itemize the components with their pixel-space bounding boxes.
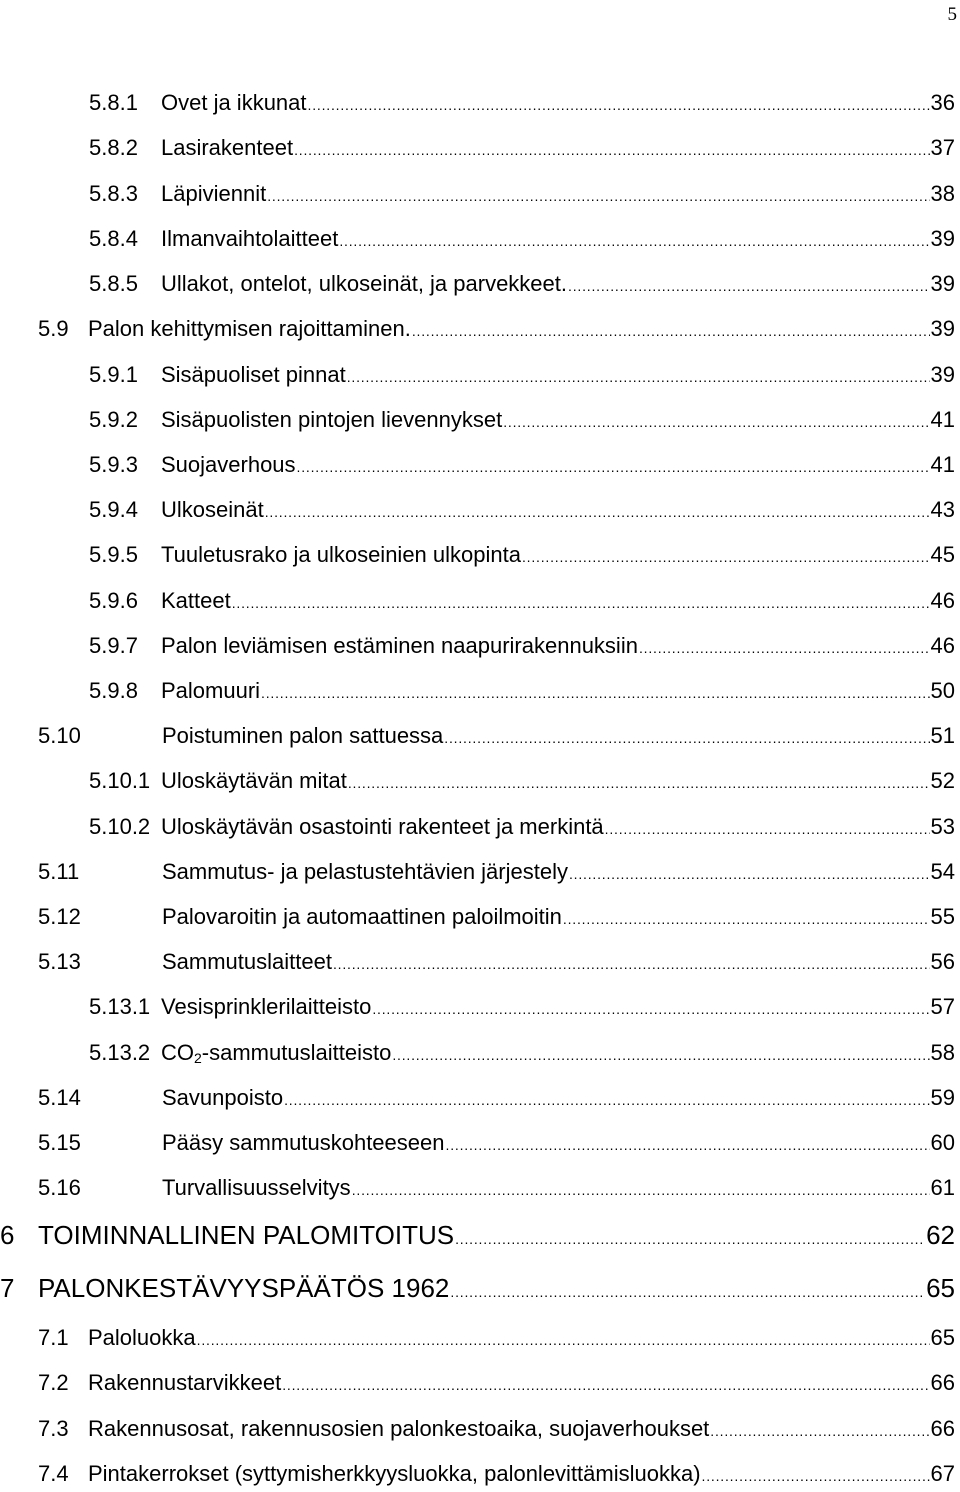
dot-leader	[339, 226, 929, 256]
toc-entry[interactable]	[89, 179, 955, 209]
toc-entry-page: 58	[930, 1040, 955, 1065]
dot-leader	[639, 633, 930, 663]
page-number: 5	[947, 4, 957, 25]
toc-entry-page: 57	[930, 994, 955, 1019]
toc-entry-title: Poistuminen palon sattuessa	[162, 723, 444, 748]
title-suffix: -sammutuslaitteisto	[201, 1040, 392, 1065]
toc-entry-number: 5.16	[38, 1175, 81, 1200]
toc-entry-page: 39	[930, 226, 955, 251]
toc-entry-number: 5.13.2	[89, 1040, 151, 1065]
toc-entry-title: Ulkoseinät	[161, 497, 264, 522]
toc-entry-title: Uloskäytävän osastointi rakenteet ja merkintä	[161, 814, 604, 839]
toc-chapter[interactable]	[0, 1220, 955, 1250]
toc-entry[interactable]	[89, 405, 955, 435]
toc-entry-number: 5.8.4	[89, 226, 138, 251]
toc-entry-title: Tuuletusrako ja ulkoseinien ulkopinta	[161, 542, 521, 567]
toc-entry[interactable]	[89, 992, 955, 1022]
toc-entry-title: Palomuuri	[161, 678, 261, 703]
toc-entry-page: 45	[930, 542, 955, 567]
toc-entry-number: 5.10.2	[89, 814, 151, 839]
toc-entry-number: 5.8.5	[89, 271, 138, 296]
toc-entry-page: 41	[930, 452, 955, 477]
toc-entry[interactable]	[38, 857, 955, 887]
toc-entry[interactable]	[89, 495, 955, 525]
toc-entry-title: Palon leviämisen estäminen naapurirakennuksiin	[161, 633, 638, 658]
toc-entry-page: 62	[926, 1220, 955, 1250]
toc-entry-title: Sammutus- ja pelastustehtävien järjestely	[162, 859, 568, 884]
toc-entry-number: 5.8.1	[89, 90, 138, 115]
toc-entry-number: 5.10.1	[89, 768, 151, 793]
dot-leader	[267, 181, 929, 211]
toc-entry-title: Vesisprinklerilaitteisto	[161, 994, 372, 1019]
toc-entry-number: 5.9.3	[89, 452, 138, 477]
toc-entry-page: 56	[930, 949, 955, 974]
toc-entry[interactable]	[38, 947, 955, 977]
toc-entry-number: 5.9.6	[89, 588, 138, 613]
toc-entry-number: 5.9.1	[89, 362, 138, 387]
toc-entry-page: 36	[930, 90, 955, 115]
toc-entry-number: 5.11	[38, 859, 80, 884]
dot-leader	[522, 542, 930, 572]
dot-leader	[412, 316, 930, 346]
toc-entry-title: Rakennustarvikkeet	[88, 1370, 282, 1395]
toc-entry-page: 39	[930, 271, 955, 296]
toc-entry[interactable]	[38, 1414, 955, 1444]
toc-entry[interactable]	[89, 224, 955, 254]
dot-leader	[308, 90, 930, 120]
dot-leader	[347, 362, 930, 392]
toc-entry-page: 39	[930, 362, 955, 387]
toc-entry-number: 7.2	[38, 1370, 69, 1395]
dot-leader	[450, 1277, 925, 1307]
toc-entry-page: 66	[930, 1370, 955, 1395]
toc-entry-page: 50	[930, 678, 955, 703]
dot-leader	[197, 1325, 930, 1355]
toc-entry-title	[161, 1038, 391, 1073]
toc-entry-title: Sisäpuolisten pintojen lievennykset	[161, 407, 503, 432]
toc-entry-page: 37	[930, 135, 955, 160]
toc-entry[interactable]	[89, 812, 955, 842]
toc-entry-number: 7.3	[38, 1416, 69, 1441]
dot-leader	[261, 678, 929, 708]
toc-entry-page: 66	[930, 1416, 955, 1441]
title-prefix: CO	[161, 1040, 194, 1065]
title-subscript: 2	[194, 1050, 202, 1066]
dot-leader	[444, 723, 929, 753]
toc-entry-page: 65	[926, 1273, 955, 1303]
dot-leader	[284, 1085, 929, 1115]
toc-entry[interactable]	[38, 314, 955, 344]
dot-leader	[392, 1040, 929, 1070]
toc-entry-title: Pintakerrokset (syttymisherkkyysluokka, palonlevittämisluokka)	[88, 1461, 701, 1486]
toc-entry-title: Suojaverhous	[161, 452, 296, 477]
toc-entry-number: 5.10	[38, 723, 81, 748]
toc-entry-title: Läpiviennit	[161, 181, 267, 206]
dot-leader	[232, 588, 930, 618]
toc-entry-number: 5.9.5	[89, 542, 138, 567]
dot-leader	[265, 497, 930, 527]
toc-entry-title: Pääsy sammutuskohteeseen	[162, 1130, 445, 1155]
dot-leader	[455, 1224, 925, 1254]
toc-entry[interactable]	[38, 1083, 955, 1113]
dot-leader	[503, 407, 929, 437]
dot-leader	[372, 994, 929, 1024]
toc-entry-title: Savunpoisto	[162, 1085, 284, 1110]
toc-entry-page: 61	[930, 1175, 955, 1200]
toc-entry-number: 5.9.2	[89, 407, 138, 432]
toc-entry-number: 7	[0, 1273, 15, 1303]
toc-entry-page: 38	[930, 181, 955, 206]
toc-entry[interactable]	[89, 586, 955, 616]
toc-entry-title: Ovet ja ikkunat	[161, 90, 307, 115]
dot-leader	[605, 814, 930, 844]
toc-entry[interactable]	[89, 631, 955, 661]
toc-entry-page: 41	[930, 407, 955, 432]
toc-entry-title: Rakennusosat, rakennusosien palonkestoaika, suojaverhoukset	[88, 1416, 710, 1441]
toc-entry-number: 7.1	[38, 1325, 69, 1350]
toc-entry-title: Palon kehittymisen rajoittaminen.	[88, 316, 411, 341]
toc-entry[interactable]	[38, 1368, 955, 1398]
toc-entry-title: TOIMINNALLINEN PALOMITOITUS	[38, 1220, 455, 1250]
toc-entry-page: 53	[930, 814, 955, 839]
dot-leader	[568, 271, 930, 301]
toc-entry-title: Ullakot, ontelot, ulkoseinät, ja parvekkeet.	[161, 271, 568, 296]
toc-entry-title: Ilmanvaihtolaitteet	[161, 226, 339, 251]
toc-entry-page: 65	[930, 1325, 955, 1350]
toc-entry-number: 5.14	[38, 1085, 81, 1110]
dot-leader	[352, 1175, 930, 1205]
toc-entry[interactable]	[38, 1128, 955, 1158]
toc-entry-title: Sisäpuoliset pinnat	[161, 362, 346, 387]
toc-entry-number: 5.9.7	[89, 633, 138, 658]
dot-leader	[569, 859, 930, 889]
dot-leader	[294, 135, 929, 165]
toc-entry[interactable]	[89, 676, 955, 706]
toc-entry-number: 5.13.1	[89, 994, 151, 1019]
toc-entry-number: 5.15	[38, 1130, 81, 1155]
toc-entry[interactable]	[38, 902, 955, 932]
toc-entry-title: Turvallisuusselvitys	[162, 1175, 351, 1200]
toc-entry-number: 5.8.3	[89, 181, 138, 206]
toc-entry[interactable]	[89, 540, 955, 570]
dot-leader	[702, 1461, 930, 1491]
toc-chapter[interactable]	[0, 1273, 955, 1303]
toc-entry-number: 5.9.4	[89, 497, 138, 522]
dot-leader	[446, 1130, 930, 1160]
toc-entry-page: 39	[930, 316, 955, 341]
toc-entry[interactable]	[38, 1323, 955, 1353]
dot-leader	[282, 1370, 929, 1400]
toc-entry[interactable]	[89, 133, 955, 163]
dot-leader	[710, 1416, 929, 1446]
toc-entry[interactable]	[38, 1173, 955, 1203]
toc-entry-page: 54	[930, 859, 955, 884]
toc-entry-number: 5.9	[38, 316, 69, 341]
toc-entry[interactable]	[38, 1459, 955, 1489]
dot-leader	[348, 768, 930, 798]
toc-entry-title: Sammutuslaitteet	[162, 949, 332, 974]
toc-entry-page: 51	[930, 723, 955, 748]
toc-entry-title: Lasirakenteet	[161, 135, 294, 160]
toc-entry[interactable]	[89, 1038, 955, 1068]
dot-leader	[563, 904, 930, 934]
toc-entry-page: 67	[930, 1461, 955, 1486]
toc-entry[interactable]	[38, 721, 955, 751]
dot-leader	[333, 949, 930, 979]
toc-entry[interactable]	[89, 269, 955, 299]
toc-entry-number: 5.9.8	[89, 678, 138, 703]
toc-entry[interactable]	[89, 766, 955, 796]
toc-entry[interactable]	[89, 360, 955, 390]
toc-entry-page: 55	[930, 904, 955, 929]
toc-entry[interactable]	[89, 88, 955, 118]
toc-entry[interactable]	[89, 450, 955, 480]
toc-entry-number: 7.4	[38, 1461, 69, 1486]
toc-entry-page: 59	[930, 1085, 955, 1110]
toc-entry-title: Paloluokka	[88, 1325, 196, 1350]
toc-entry-number: 5.12	[38, 904, 81, 929]
toc-entry-page: 52	[930, 768, 955, 793]
toc-entry-title: Katteet	[161, 588, 231, 613]
toc-entry-title: Palovaroitin ja automaattinen paloilmoitin	[162, 904, 562, 929]
toc-entry-number: 5.8.2	[89, 135, 138, 160]
dot-leader	[297, 452, 930, 482]
toc-entry-page: 46	[930, 588, 955, 613]
toc-entry-page: 43	[930, 497, 955, 522]
toc-entry-number: 6	[0, 1220, 15, 1250]
toc-entry-page: 60	[930, 1130, 955, 1155]
toc-entry-page: 46	[930, 633, 955, 658]
toc-entry-number: 5.13	[38, 949, 81, 974]
toc-entry-title: PALONKESTÄVYYSPÄÄTÖS 1962	[38, 1273, 450, 1303]
toc-entry-title: Uloskäytävän mitat	[161, 768, 347, 793]
